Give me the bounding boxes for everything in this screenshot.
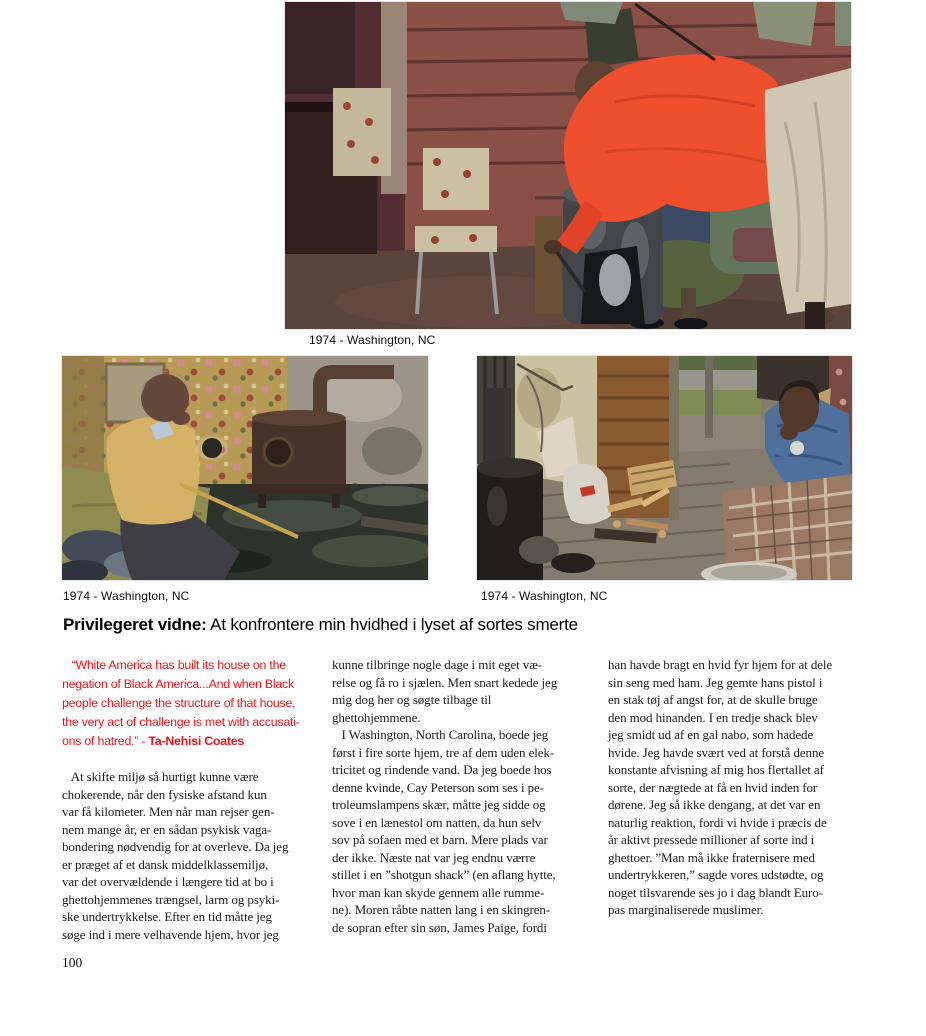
wooden-door: [597, 356, 679, 520]
text-line: the very act of challenge is met with accusati-: [62, 715, 300, 729]
photo-right-image: [477, 356, 852, 580]
text-line: chokerende, når den fysiske afstand kun: [62, 786, 267, 802]
text-line: søge ind i mere velhavende hjem, hvor jeg: [62, 926, 279, 942]
white-object: [790, 441, 804, 455]
text-line: “White America has built its house on the: [62, 658, 286, 672]
text-line: først i fire sorte hjem, tre af dem uden elek-: [332, 744, 555, 760]
text-line: år aktivt pressede millioner af sorte ind i: [608, 832, 815, 847]
text-line: ne). Moren råbte natten lang i en skingren-: [332, 902, 551, 917]
text-line: var det overvældende i længere tid at bo i: [62, 874, 274, 889]
text-line: relse og få ro i sjælen. Men snart kedede jeg: [332, 674, 558, 690]
text-line: people challenge the structure of that house,: [62, 696, 296, 710]
photo-top: [285, 2, 851, 329]
text-line: troleumslampens skær, måtte jeg sidde og: [332, 797, 546, 812]
text-line: I Washington, North Carolina, boede jeg: [332, 727, 549, 742]
text-line: var få kilometer. Men når man rejser gen-: [62, 804, 275, 819]
text-line: sove i en lænestol om natten, da hun selv: [332, 814, 542, 830]
text-line: stillet i en ”shotgun shack” (en aflang hytte,: [332, 867, 556, 882]
text-line: pas marginaliserede muslimer.: [608, 902, 764, 917]
text-line: jeg smidt ud af en gal nabo, som hadede: [608, 727, 814, 742]
text-line: er præget af et dansk middelklassemiljø,: [62, 856, 269, 872]
pot: [551, 553, 595, 573]
text-line: sov på sofaen med et barn. Mere plads var: [332, 832, 548, 847]
porch-deck: [679, 415, 777, 452]
text-line: negation of Black America...And when Black: [62, 677, 294, 691]
chair-seat: [415, 226, 497, 252]
text-line: tricitet og rindende vand. Da jeg boede hos: [332, 762, 552, 777]
text-line: noget tilsvarende ses jo i dag blandt Euro-: [608, 884, 823, 900]
body-column-3: [608, 656, 876, 919]
door-frame: [669, 356, 679, 520]
quote-author: Ta-Nehisi Coates: [148, 734, 245, 748]
body-column-2: [332, 656, 598, 936]
text-line: ons of hatred.” - Ta-Nehisi Coates: [62, 734, 245, 748]
text-line: ske undertrykkelse. Efter en tid måtte jeg: [62, 909, 272, 924]
porch-post: [705, 356, 713, 438]
wood-log: [535, 216, 562, 314]
trees: [679, 356, 761, 370]
text-line: en stak tøj af angst for, at de skulle bruge: [608, 692, 818, 707]
caption-bottom-right: 1974 - Washington, NC: [481, 589, 608, 603]
chair-back: [423, 148, 489, 210]
pull-quote-body: [62, 656, 328, 751]
text-line: han havde bragt en hvid fyr hjem for at dele: [608, 657, 833, 672]
caption-bottom-left: 1974 - Washington, NC: [63, 589, 190, 603]
photo-top-image: [285, 2, 851, 329]
text-column-2: [332, 656, 598, 936]
text-line: konstante afvisning af mig hos flertallet af: [608, 762, 824, 777]
grass: [679, 390, 761, 415]
text-line: den mod hinanden. I en tredje shack blev: [608, 709, 818, 725]
text-line: naturlig reaktion, fordi vi hvide i præcis de: [608, 814, 827, 830]
article-headline: [63, 615, 578, 635]
headline-rest: At konfrontere min hvidhed i lyset af sortes smerte: [206, 615, 578, 634]
photo-bottom-right: [477, 356, 852, 580]
text-line: nem mange år, er en sådan psykisk vaga-: [62, 821, 272, 837]
text-line: sorte, der nægtede at få en hvid inden for: [608, 779, 818, 795]
text-line: de sopran efter sin søn, James Paige, fordi: [332, 919, 547, 935]
caption-top: 1974 - Washington, NC: [309, 333, 436, 347]
pull-quote: [62, 656, 328, 751]
text-line: denne kvinde, Cay Peterson som ses i pe-: [332, 779, 544, 795]
lamp: [202, 438, 222, 458]
body-column-1: [62, 768, 328, 943]
text-line: ghettoer. ”Man må ikke fraternisere med: [608, 849, 815, 865]
text-line: ghettohjemmenes trængsel, larm og psyki-: [62, 891, 280, 907]
text-line: hvide. Jeg havde svært ved at forstå denne: [608, 744, 825, 760]
text-line: bondering nødvendig for at overleve. Da jeg: [62, 839, 289, 854]
text-line: undertrykkeren,” sagde vores udstødte, og: [608, 867, 824, 882]
text-column-3: [608, 656, 876, 919]
text-line: dørene. Jeg så ikke dengang, at det var en: [608, 797, 821, 812]
text-line: sin seng med ham. Jeg gemte hans pistol i: [608, 674, 823, 690]
headline-lead: Privilegeret vidne:: [63, 615, 207, 634]
text-line: mig dog her og søgte tilbage til: [332, 692, 492, 707]
road: [679, 370, 761, 390]
floral-cloth: [333, 88, 391, 176]
leg: [805, 302, 825, 329]
hand: [780, 424, 798, 440]
text-line: hvor man kan skyde gennem alle rumme-: [332, 884, 545, 900]
text-line: kunne tilbringe nogle dage i mit eget væ-: [332, 657, 542, 672]
page-number: 100: [62, 955, 83, 970]
photo-bottom-left: [62, 356, 428, 580]
text-line: der ikke. Næste nat var jeg endnu værre: [332, 849, 536, 865]
text-column-1: [62, 656, 328, 943]
text-line: ghettohjemmene.: [332, 709, 421, 725]
hand: [172, 411, 190, 425]
text-line: At skifte miljø så hurtigt kunne være: [62, 769, 259, 784]
photo-left-image: [62, 356, 428, 580]
